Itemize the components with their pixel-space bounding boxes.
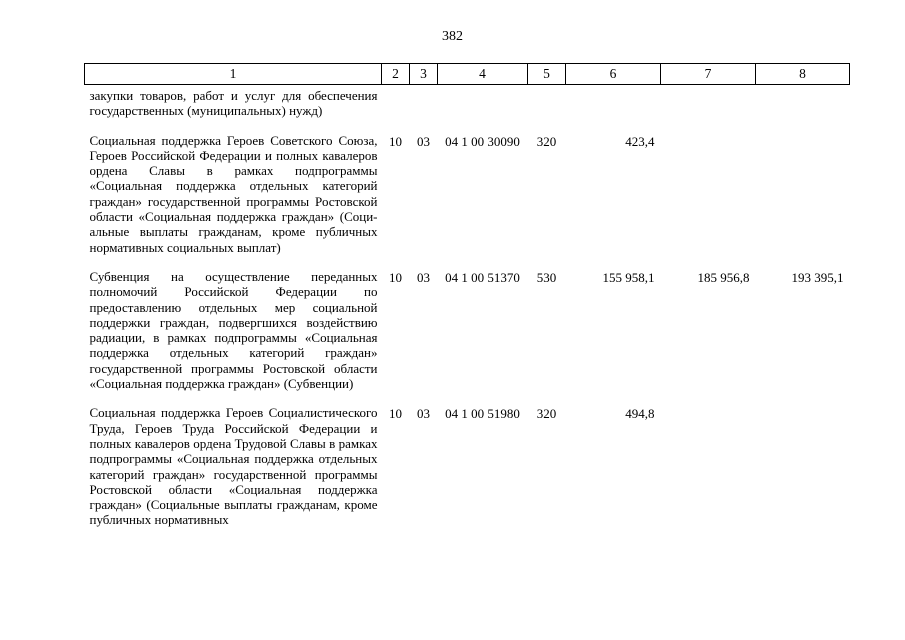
page-number: 382 bbox=[442, 29, 463, 44]
budget-table bbox=[84, 63, 850, 528]
row-target-article: 04 1 00 30090 bbox=[445, 133, 520, 149]
row-amount-3 bbox=[756, 391, 850, 527]
row-amount-3 bbox=[756, 119, 850, 255]
row-expense-type: 530 bbox=[536, 269, 557, 285]
row-section bbox=[382, 85, 410, 119]
column-header: 8 bbox=[756, 64, 850, 85]
row-amount-2: 185 956,8 bbox=[697, 269, 750, 285]
column-header: 3 bbox=[410, 64, 438, 85]
row-amount-3 bbox=[756, 85, 850, 119]
column-header: 1 bbox=[85, 64, 382, 85]
row-amount-2 bbox=[661, 391, 756, 527]
row-section: 10 bbox=[389, 269, 402, 285]
table-row bbox=[85, 119, 850, 255]
row-subsection: 03 bbox=[417, 133, 430, 149]
table-row bbox=[85, 255, 850, 391]
row-section: 10 bbox=[389, 133, 402, 149]
row-amount-1: 423,4 bbox=[625, 133, 655, 149]
row-description: Социальная поддержка Героев Советского Союза, Героев Российской Федерации и полных кавалеров ордена Славы в рамках подпрограммы «Социальная поддержка отдельных категорий граждан» государственной программы Ростовской области «Социальная поддержка граждан» (Социальные выплаты гражданам, кроме публичных нормативных социальных выплат) bbox=[89, 132, 378, 255]
row-amount-1 bbox=[566, 85, 661, 119]
row-amount-1: 494,8 bbox=[625, 406, 655, 422]
column-header: 4 bbox=[438, 64, 528, 85]
column-header: 5 bbox=[528, 64, 566, 85]
row-target-article bbox=[438, 85, 528, 119]
table-row bbox=[85, 391, 850, 527]
row-amount-2 bbox=[661, 85, 756, 119]
row-amount-1: 155 958,1 bbox=[602, 269, 655, 285]
row-section: 10 bbox=[389, 406, 402, 422]
row-subsection: 03 bbox=[417, 269, 430, 285]
row-amount-3: 193 395,1 bbox=[791, 269, 844, 285]
row-subsection bbox=[410, 85, 438, 119]
row-description: Социальная поддержка Героев Социалистического Труда, Героев Труда Российской Федерации и полных кавалеров ордена Трудовой Славы в рамках подпрограммы «Социальная поддержка отдельных категорий граждан» государственной программы Ростовской области «Социальная поддержка граждан» (Социальные выплаты гражданам, кроме публичных нормативных bbox=[89, 405, 378, 528]
row-expense-type: 320 bbox=[536, 133, 557, 149]
row-description: закупки товаров, работ и услуг для обеспечения государственных (муниципальных) нужд) bbox=[89, 88, 378, 119]
column-header: 2 bbox=[382, 64, 410, 85]
row-target-article: 04 1 00 51980 bbox=[445, 406, 520, 422]
row-expense-type: 320 bbox=[536, 406, 557, 422]
column-header: 7 bbox=[661, 64, 756, 85]
row-amount-2 bbox=[661, 119, 756, 255]
row-expense-type bbox=[528, 85, 566, 119]
column-header: 6 bbox=[566, 64, 661, 85]
row-subsection: 03 bbox=[417, 406, 430, 422]
table-header-row bbox=[85, 64, 850, 85]
row-description: Субвенция на осуществление переданных полномочий Российской Федерации по предоставлению отдельных мер социальной поддержки граждан, подвергшихся воздействию радиации, в рамках подпрограммы «Социальная поддержка отдельных категорий граждан» государственной программы Ростовской области «Социальная поддержка граждан» (Субвенции) bbox=[89, 268, 378, 392]
row-target-article: 04 1 00 51370 bbox=[445, 269, 520, 285]
table-row bbox=[85, 85, 850, 119]
